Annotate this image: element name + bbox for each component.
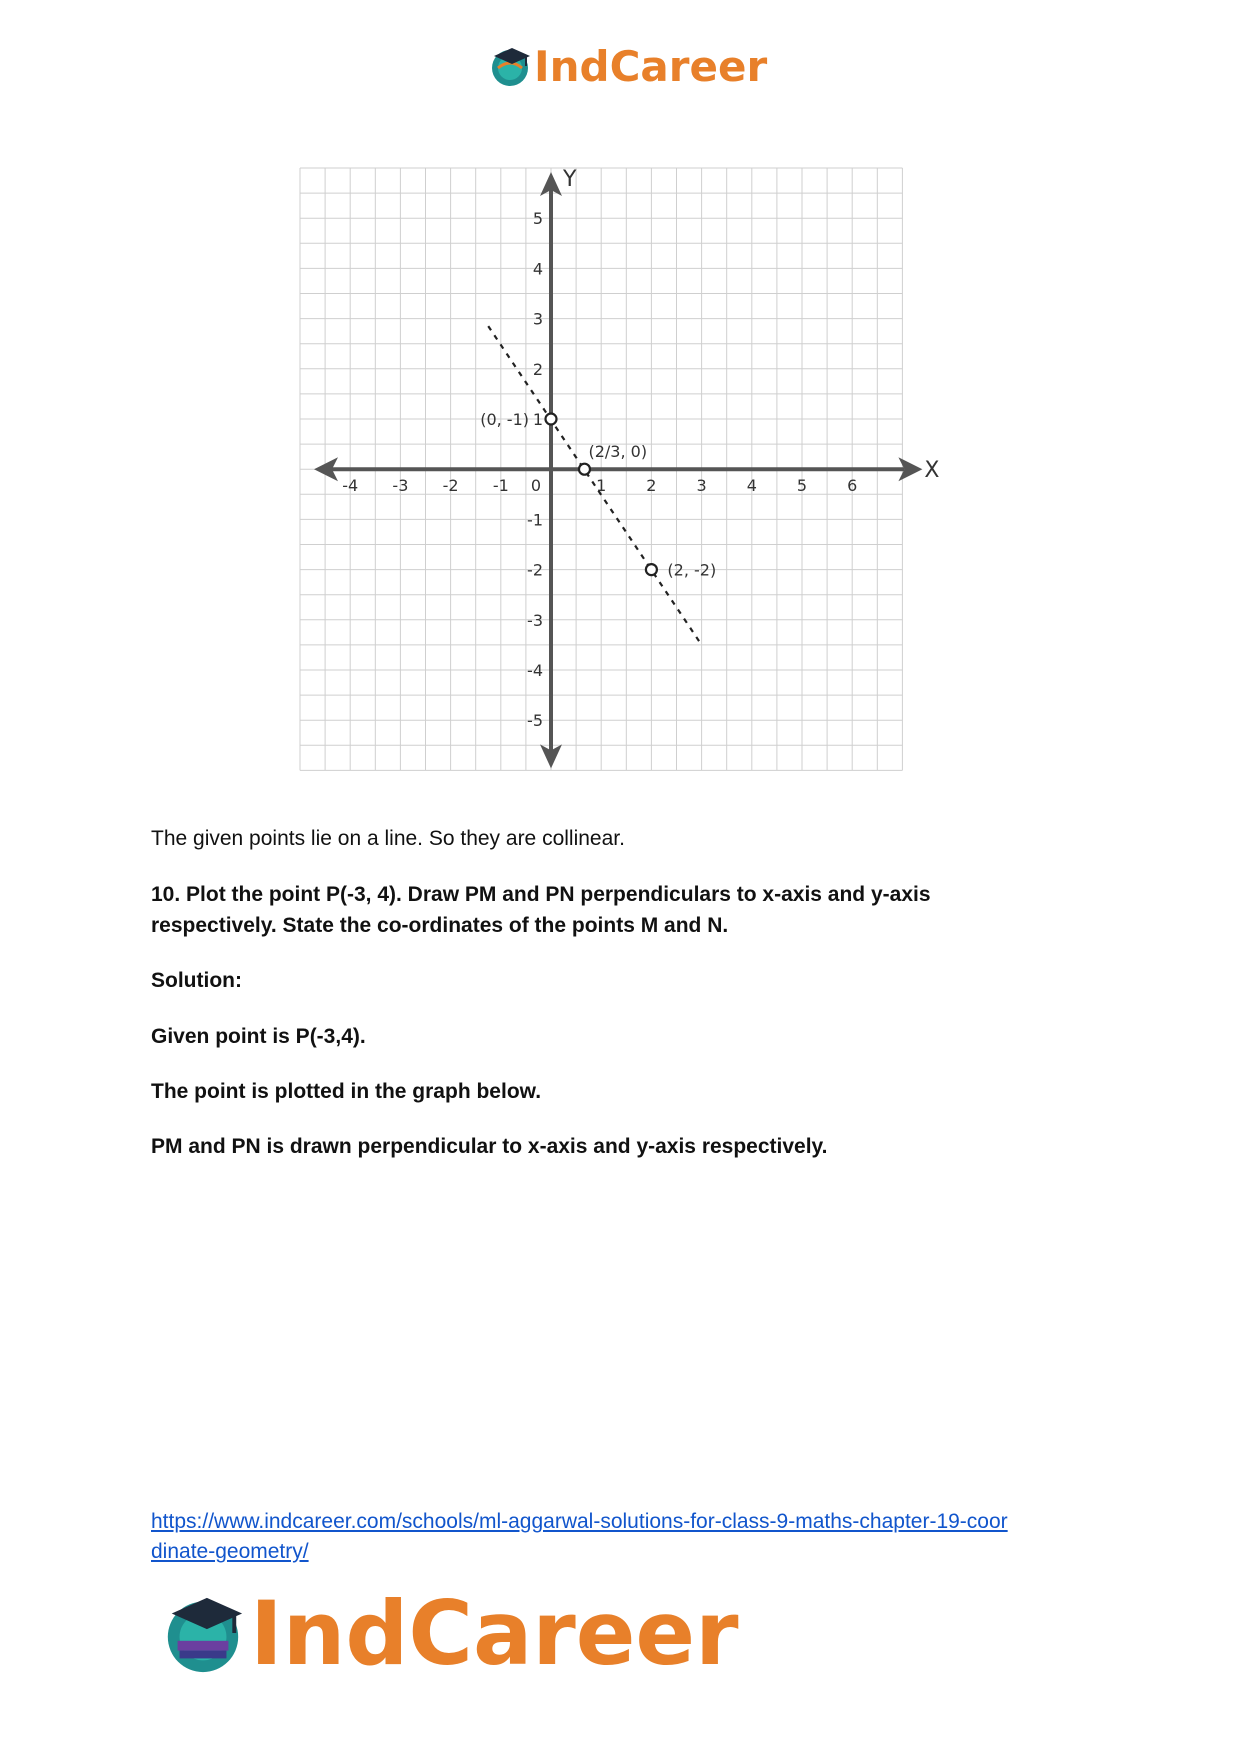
y-tick-label: -4 — [527, 661, 543, 680]
source-link-line-2[interactable]: dinate-geometry/ — [151, 1540, 309, 1563]
y-tick-label: 5 — [532, 209, 543, 229]
x-tick-label: 2 — [646, 476, 657, 496]
logo-text: IndCareer — [250, 1581, 739, 1685]
plotted-text: The point is plotted in the graph below. — [151, 1080, 542, 1103]
collinear-line — [488, 326, 701, 645]
question-line-1: 10. Plot the point P(-3, 4). Draw PM and PN perpendiculars to x-axis and y-axis — [151, 883, 931, 906]
given-point-text: Given point is P(-3,4). — [151, 1025, 366, 1048]
source-link[interactable] — [151, 1507, 1111, 1567]
y-tick-label: -2 — [527, 560, 543, 580]
x-tick-label: 3 — [696, 476, 707, 496]
x-tick-label: 4 — [746, 476, 757, 496]
x-axis-label: X — [924, 458, 940, 484]
y-tick-label: -5 — [527, 711, 543, 731]
plotted-point — [646, 564, 657, 575]
y-tick-label: -1 — [527, 510, 543, 530]
y-tick-label: 1 — [532, 410, 543, 429]
plotted-point — [546, 414, 557, 425]
coordinate-graph — [300, 167, 940, 772]
plotted-point — [579, 464, 590, 475]
point-label: (0, -1) — [480, 410, 529, 429]
x-tick-label: -3 — [392, 476, 409, 496]
source-link-line-1[interactable]: https://www.indcareer.com/schools/ml-aggarwal-solutions-for-class-9-maths-chapter-19-coor — [151, 1510, 1008, 1533]
point-label: (2, -2) — [667, 560, 717, 580]
x-tick-label: 5 — [796, 476, 808, 496]
y-tick-label: -3 — [527, 610, 543, 630]
x-tick-label: 6 — [847, 476, 858, 496]
perpendicular-text: PM and PN is drawn perpendicular to x-axis and y-axis respectively. — [151, 1135, 828, 1158]
axes — [314, 172, 922, 768]
question-10 — [151, 879, 1111, 941]
x-tick-label: -2 — [442, 476, 459, 496]
point-label: (2/3, 0) — [588, 442, 648, 462]
graduation-globe-icon — [488, 44, 532, 88]
logo-text: IndCareer — [534, 41, 768, 91]
y-tick-label: 2 — [532, 359, 543, 379]
x-tick-label: -1 — [492, 476, 509, 496]
y-tick-label: 4 — [532, 259, 543, 279]
collinear-statement: The given points lie on a line. So they are collinear. — [151, 827, 625, 850]
bottom-logo — [160, 1583, 739, 1683]
y-axis-label: Y — [563, 167, 577, 192]
top-logo — [488, 40, 767, 92]
x-tick-label: -4 — [342, 476, 359, 496]
solution-heading: Solution: — [151, 969, 242, 992]
x-tick-label: 1 — [596, 476, 607, 496]
y-tick-label: 3 — [532, 309, 543, 329]
question-line-2: respectively. State the co-ordinates of the points M and N. — [151, 914, 729, 937]
graduation-globe-icon — [160, 1590, 246, 1676]
origin-label: 0 — [530, 476, 541, 496]
